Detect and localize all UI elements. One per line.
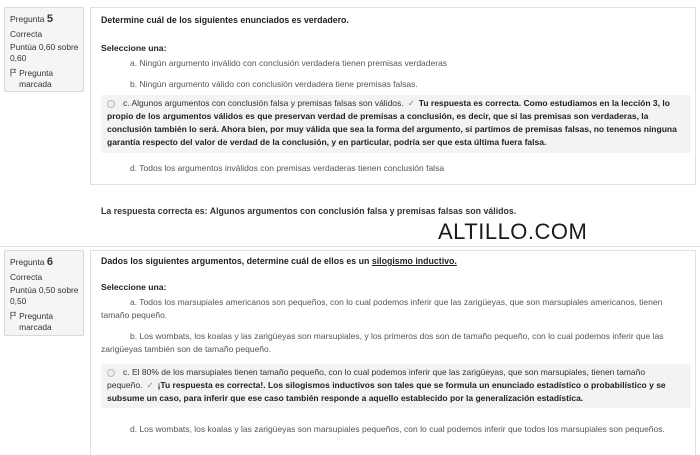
question-number-value: 6 — [46, 256, 53, 268]
question-number-label: Pregunta — [10, 14, 45, 24]
answer-option-label: d. Los wombats, los koalas y las zarigüeyas son marsupiales pequeños, con lo cual podemos inferir que todos los marsupiales son pequeños. — [130, 424, 665, 434]
answer-option-b[interactable] — [130, 78, 418, 91]
question-state: Correcta — [10, 28, 43, 39]
question-6-content — [90, 250, 696, 455]
answer-option-c-selected[interactable] — [101, 95, 691, 153]
question-text — [101, 256, 457, 266]
check-icon: ✓ — [407, 98, 415, 108]
question-grade: Puntúa 0,50 sobre 0,50 — [10, 285, 79, 306]
question-5-content — [90, 7, 696, 185]
answer-option-label: a. Ningún argumento inválido con conclusión verdadera tienen premisas verdaderas — [130, 58, 448, 68]
answer-option-label: c. El 80% de los marsupiales tienen tamaño pequeño, con lo cual podemos inferir que las zarigüeyas, que son marsupiales, tienen tamaño pequeño. — [107, 367, 646, 390]
question-number — [10, 256, 79, 270]
correct-answer-text: La respuesta correcta es: Algunos argumentos con conclusión falsa y premisas falsas son válidos. — [101, 206, 517, 216]
question-5-info — [4, 7, 84, 92]
answer-option-label: b. Los wombats, los koalas y las zarigüeyas son marsupiales, y los primeros dos son de tamaño pequeño, con lo cual podemos inferir que las zarigüeyas también son de tamaño pequeño. — [101, 331, 664, 354]
flag-icon — [10, 68, 16, 77]
answer-feedback: ¡Tu respuesta es correcta!. Los silogismos inductivos son tales que se formula un enunciado estadístico o probabilístico y se subsume un caso, para inferir que ese caso también responde a aquello establecido por la generalización estadística. — [107, 380, 666, 403]
flag-question-toggle[interactable] — [10, 68, 79, 89]
silogismo-inductivo-link[interactable]: silogismo inductivo. — [371, 256, 457, 266]
question-6-info — [4, 250, 84, 336]
flag-question-toggle[interactable] — [10, 311, 79, 332]
radio-selected-icon[interactable] — [107, 369, 115, 377]
answer-option-c-selected[interactable] — [101, 364, 691, 408]
answer-feedback: Tu respuesta es correcta. Como estudiamos en la lección 3, lo propio de los argumentos válidos es que preservan verdad de premisas a conclusión, es decir, que si las premisas son verdaderas, la conclusión también lo será. Ahora bien, por muy válida que sea la forma del argumento, si partimos de premisas falsas, no tenemos ninguna garantía respecto del valor de verdad de la conclusión, y en particular, podría ser que esta última fuera falsa. — [107, 98, 677, 147]
radio-selected-icon[interactable] — [107, 100, 115, 108]
question-number-value: 5 — [46, 13, 53, 25]
divider — [0, 246, 700, 247]
answer-option-label: b. Ningún argumento válido con conclusión verdadera tiene premisas falsas. — [130, 79, 418, 89]
flag-icon — [10, 311, 16, 320]
select-one-prompt: Seleccione una: — [101, 43, 167, 53]
check-icon: ✓ — [146, 380, 154, 390]
question-number — [10, 13, 79, 27]
watermark-logo: ALTILLO.COM — [438, 219, 588, 244]
answer-option-d[interactable] — [130, 162, 444, 175]
question-state: Correcta — [10, 271, 43, 282]
question-text: Determine cuál de los siguientes enunciados es verdadero. — [101, 15, 349, 25]
answer-option-a[interactable] — [101, 296, 685, 322]
question-grade: Puntúa 0,60 sobre 0,60 — [10, 42, 79, 63]
answer-option-d[interactable] — [101, 423, 685, 436]
question-text-main: Dados los siguientes argumentos, determine cuál de ellos es un — [101, 256, 372, 266]
select-one-prompt: Seleccione una: — [101, 282, 167, 292]
question-number-label: Pregunta — [10, 257, 45, 267]
flag-label: Pregunta marcada — [19, 311, 54, 332]
answer-option-label: c. Algunos argumentos con conclusión falsa y premisas falsas son válidos. — [123, 98, 404, 108]
answer-option-label: a. Todos los marsupiales americanos son pequeños, con lo cual podemos inferir que las zarigüeyas, que son marsupiales americanos, tienen tamaño pequeño. — [101, 297, 663, 320]
answer-option-b[interactable] — [101, 330, 685, 356]
flag-label: Pregunta marcada — [19, 68, 54, 89]
answer-option-a[interactable] — [130, 57, 447, 70]
answer-option-label: d. Todos los argumentos inválidos con premisas verdaderas tienen conclusión falsa — [130, 163, 445, 173]
